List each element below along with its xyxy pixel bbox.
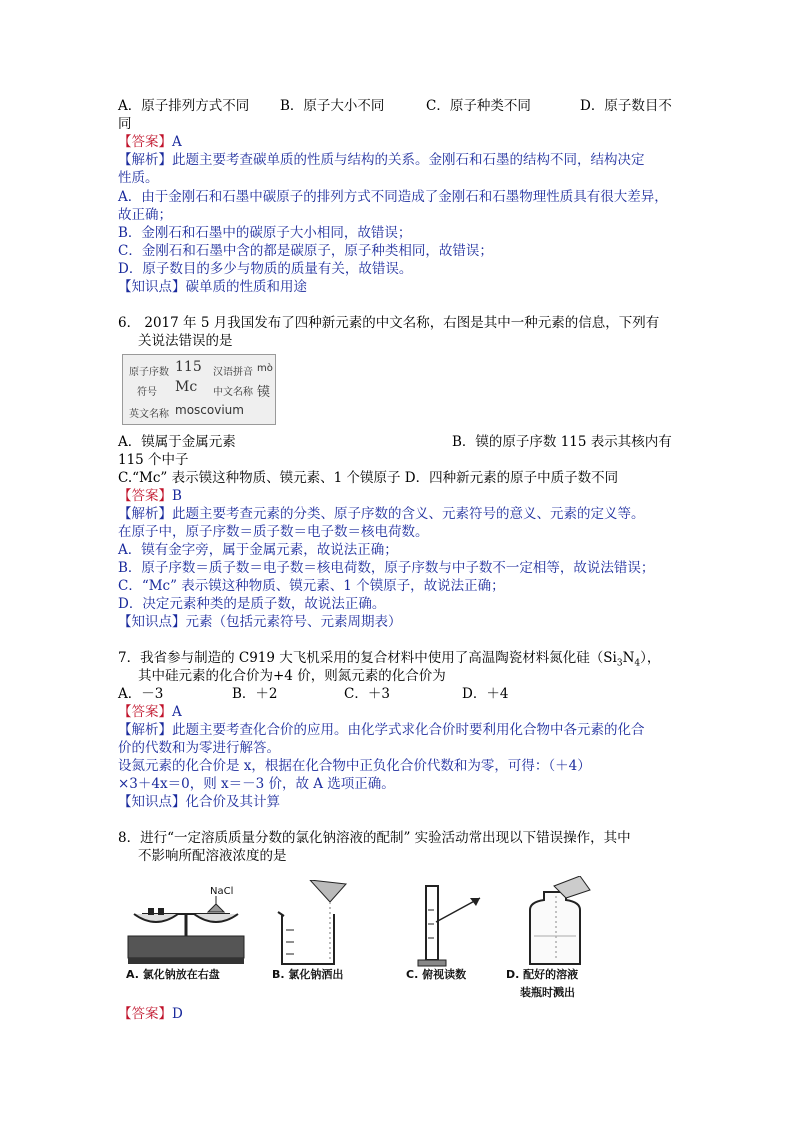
card-label: 原子序数	[129, 367, 169, 378]
q7-option-d: D．＋4	[462, 686, 509, 702]
q7-option-c: C．＋3	[344, 686, 390, 702]
q6-stem-2: 关说法错误的是	[138, 333, 233, 349]
q7-sub-4: 4	[634, 658, 641, 669]
q8-answer	[118, 1004, 183, 1024]
q6-option-a: A．镆属于金属元素	[118, 434, 236, 450]
q8-stem-2: 不影响所配溶液浓度的是	[138, 848, 287, 864]
q7-option-b: B．＋2	[232, 686, 278, 702]
q7-sub-3: 3	[616, 658, 623, 669]
q6-analysis-6: D．决定元素种类的是质子数，故说法正确。	[118, 596, 386, 612]
q7-stem-text: 7．我省参与制造的 C919 大飞机采用的复合材料中使用了高温陶瓷材料氮化硅（Si	[118, 650, 617, 666]
q6-option-cd: C.“Mc” 表示镆这种物质、镆元素、1 个镆原子 D．四种新元素的原子中质子数不同	[118, 470, 619, 486]
beaker-illustration	[272, 880, 352, 970]
caption-c: C. 俯视读数	[406, 968, 467, 981]
card-pinyin: mò	[257, 363, 273, 374]
answer-tag: 【答案】	[118, 488, 172, 504]
q6-analysis-1: 【解析】此题主要考查元素的分类、原子序数的含义、元素符号的意义、元素的定义等。	[118, 506, 645, 522]
q7-option-a: A．－3	[118, 686, 164, 702]
q5-analysis-6: C．金刚石和石墨中含的都是碳原子，原子种类相同，故错误；	[118, 243, 493, 259]
answer-value: A	[172, 704, 182, 720]
q5-option-d-wrap: 同	[118, 116, 132, 132]
nacl-label: NaCl	[210, 886, 234, 897]
q5-option-a: A．原子排列方式不同	[118, 98, 250, 114]
q6-option-b-wrap: 115 个中子	[118, 452, 189, 468]
q8-stem-1: 8．进行“一定溶质质量分数的氯化钠溶液的配制” 实验活动常出现以下错误操作，其中	[118, 830, 631, 846]
card-atomic-number: 115	[175, 359, 202, 375]
card-label: 汉语拼音	[213, 367, 253, 378]
answer-value: D	[172, 1006, 183, 1022]
q5-option-b: B．原子大小不同	[280, 98, 385, 114]
q5-analysis-3: A．由于金刚石和石墨中碳原子的排列方式不同造成了金刚石和石墨物理性质具有很大差异，	[118, 189, 668, 205]
q7-stem-2: 其中硅元素的化合价为+4 价，则氮元素的化合价为	[138, 668, 446, 684]
q6-stem-1: 6． 2017 年 5 月我国发布了四种新元素的中文名称，右图是其中一种元素的信息，下列有	[118, 315, 660, 331]
bottle-illustration	[510, 876, 600, 970]
element-card-image	[122, 354, 276, 425]
card-chinese-name: 镆	[257, 385, 271, 400]
q5-knowledge: 【知识点】碳单质的性质和用途	[118, 279, 307, 295]
answer-value: B	[172, 488, 182, 504]
caption-d: D. 配好的溶液	[506, 968, 579, 981]
q7-answer	[118, 702, 182, 722]
q5-option-d: D．原子数目不	[580, 98, 672, 114]
q6-analysis-2: 在原子中，原子序数＝质子数＝电子数＝核电荷数。	[118, 524, 429, 540]
q6-analysis-3: A．镆有金字旁，属于金属元素，故说法正确；	[118, 542, 398, 558]
answer-tag: 【答案】	[118, 704, 172, 720]
q5-analysis-5: B．金刚石和石墨中的碳原子大小相同，故错误；	[118, 225, 412, 241]
q5-analysis-7: D．原子数目的多少与物质的质量有关，故错误。	[118, 261, 413, 277]
card-label: 符号	[137, 387, 157, 398]
q7-nitrogen: N	[622, 650, 635, 666]
card-label: 英文名称	[129, 409, 169, 420]
answer-tag: 【答案】	[118, 1006, 172, 1022]
caption-a: A. 氯化钠放在右盘	[126, 968, 220, 981]
caption-d-2: 装瓶时溅出	[520, 986, 575, 999]
q7-analysis-3: 设氮元素的化合价是 x，根据在化合物中正负化合价代数和为零，可得：（＋4）	[118, 758, 591, 774]
q7-analysis-2: 价的代数和为零进行解答。	[118, 740, 280, 756]
q5-option-c: C．原子种类不同	[426, 98, 531, 114]
q7-analysis-1: 【解析】此题主要考查化合价的应用。由化学式求化合价时要利用化合物中各元素的化合	[118, 722, 645, 738]
card-label: 中文名称	[213, 387, 253, 398]
cylinder-illustration	[400, 880, 490, 970]
q7-close: ），	[640, 650, 661, 666]
q6-analysis-5: C．“Mc” 表示镆这种物质、镆元素、1 个镆原子，故说法正确；	[118, 578, 505, 594]
card-english-name: moscovium	[175, 403, 244, 417]
q5-analysis-4: 故正确；	[118, 207, 172, 223]
q5-analysis-1: 【解析】此题主要考查碳单质的性质与结构的关系。金刚石和石墨的结构不同，结构决定	[118, 152, 645, 168]
card-symbol: Mc	[175, 379, 198, 395]
q6-analysis-4: B．原子序数＝质子数＝电子数＝核电荷数，原子序数与中子数不一定相等，故说法错误；	[118, 560, 655, 576]
q5-answer	[118, 132, 182, 152]
answer-tag: 【答案】	[118, 134, 172, 150]
q6-answer	[118, 486, 182, 506]
q6-option-b: B．镆的原子序数 115 表示其核内有	[452, 434, 672, 450]
q5-analysis-2: 性质。	[118, 170, 159, 186]
caption-b: B. 氯化钠洒出	[272, 968, 344, 981]
answer-value: A	[172, 134, 182, 150]
q7-analysis-4: ×3＋4x＝0，则 x＝－3 价，故 A 选项正确。	[118, 776, 395, 792]
q7-knowledge: 【知识点】化合价及其计算	[118, 794, 280, 810]
q6-knowledge: 【知识点】元素（包括元素符号、元素周期表）	[118, 614, 402, 630]
